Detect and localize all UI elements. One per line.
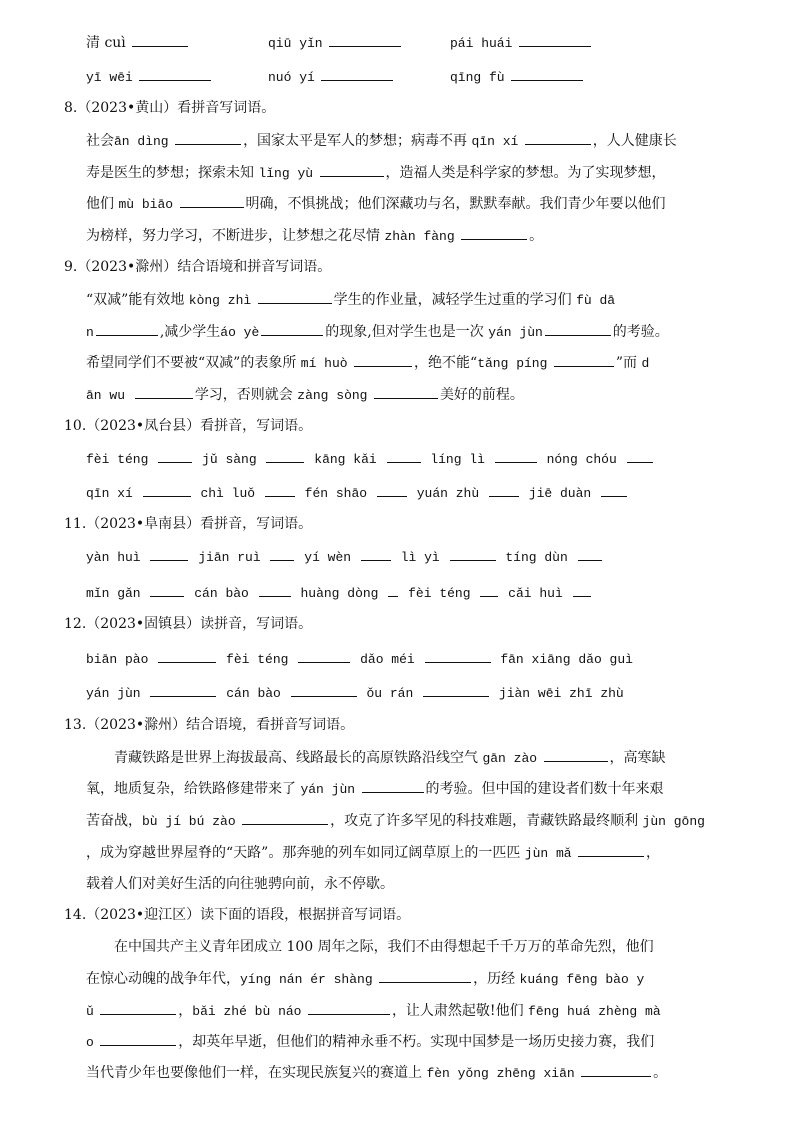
question-9-line: 希望同学们不要被“双减”的表象所 mí huò ，绝不能“tǎng píng ”而 d: [86, 352, 649, 374]
question-11-heading: 11.（2023•阜南县）看拼音，写词语。: [64, 516, 313, 532]
question-12-heading: 12.（2023•固镇县）读拼音，写词语。: [64, 616, 313, 632]
question-9-line: n ,减少学生áo yè 的现象,但对学生也是一次 yán jùn 的考验。: [86, 321, 669, 343]
question-12-row: biān pào fèi téng dǎo méi fān xiāng dǎo guì: [86, 648, 633, 670]
pinyin-item: 清 cuì: [86, 32, 190, 52]
question-13-line: 青藏铁路是世界上海拔最高、线路最长的高原铁路沿线空气 gān zào ，高寒缺: [86, 747, 666, 769]
question-9-line: ān wu 学习，否则就会 zàng sòng 美好的前程。: [86, 384, 524, 406]
question-13-line: 氧，地质复杂，给铁路修建带来了 yán jùn 的考验。但中国的建设者们数十年来艰: [86, 778, 664, 800]
question-8-heading: 8.（2023•黄山）看拼音写词语。: [64, 100, 276, 116]
question-10-row: qīn xí chì luǒ fén shāo yuán zhù jiē duàn: [86, 482, 629, 504]
question-9-heading: 9.（2023•滁州）结合语境和拼音写词语。: [64, 259, 332, 275]
pinyin-item: qiū yǐn: [268, 32, 403, 51]
question-14-heading: 14.（2023•迎江区）读下面的语段，根据拼音写词语。: [64, 907, 411, 923]
question-11-row: mǐn gǎn cán bào huàng dòng fèi téng cǎi huì: [86, 582, 593, 604]
question-8-line: 社会ān dìng ，国家太平是军人的梦想；病毒不再 qīn xí ，人人健康长: [86, 130, 677, 152]
question-10-row: fèi téng jǔ sàng kāng kǎi líng lì nóng chóu: [86, 448, 655, 470]
pinyin-item: pái huái: [450, 32, 593, 51]
question-13-line: 载着人们对美好生活的向往驰骋向前，永不停歇。: [86, 876, 394, 892]
pinyin-item: qīng fù: [450, 66, 585, 85]
question-8-line: 他们 mù biāo 明确，不惧挑战；他们深藏功与名，默默奉献。我们青少年要以他们: [86, 193, 666, 215]
question-9-line: “双减”能有效地 kòng zhì 学生的作业量，减轻学生过重的学习们 fù dā: [86, 289, 615, 311]
pinyin-item: yī wēi: [86, 66, 213, 85]
question-14-line: o ，却英年早逝，但他们的精神永垂不朽。实现中国梦是一场历史接力赛，我们: [86, 1031, 654, 1053]
question-14-line: 当代青少年也要像他们一样，在实现民族复兴的赛道上 fèn yǒng zhēng xiān 。: [86, 1062, 667, 1084]
question-11-row: yàn huì jiān ruì yí wèn lì yì tíng dùn: [86, 546, 604, 568]
question-13-heading: 13.（2023•滁州）结合语境，看拼音写词语。: [64, 717, 355, 733]
question-14-line: ǔ ，bǎi zhé bù náo ，让人肃然起敬!他们 fēng huá zhèng mà: [86, 1000, 661, 1022]
question-8-line: 寿是医生的梦想；探索未知 lǐng yù ，造福人类是科学家的梦想。为了实现梦想，: [86, 162, 666, 184]
question-10-heading: 10.（2023•凤台县）看拼音，写词语。: [64, 418, 313, 434]
question-14-line: 在惊心动魄的战争年代，yíng nán ér shàng ，历经 kuáng fēng bào y: [86, 968, 644, 990]
question-14-line: 在中国共产主义青年团成立 100 周年之际，我们不由得想起千千万万的革命先烈，他们: [86, 939, 654, 955]
pinyin-item: nuó yí: [268, 66, 395, 85]
question-13-line: ，成为穿越世界屋脊的“天路”。那奔驰的列车如同辽阔草原上的一匹匹 jùn mǎ ，: [86, 842, 660, 864]
question-12-row: yán jùn cán bào ǒu rán jiàn wēi zhī zhù: [86, 682, 624, 704]
question-13-line: 苦奋战，bù jí bú zào ，攻克了许多罕见的科技难题，青藏铁路最终顺利 jùn gōng: [86, 810, 705, 832]
question-8-line: 为榜样，努力学习，不断进步，让梦想之花尽情 zhàn fàng 。: [86, 225, 543, 247]
